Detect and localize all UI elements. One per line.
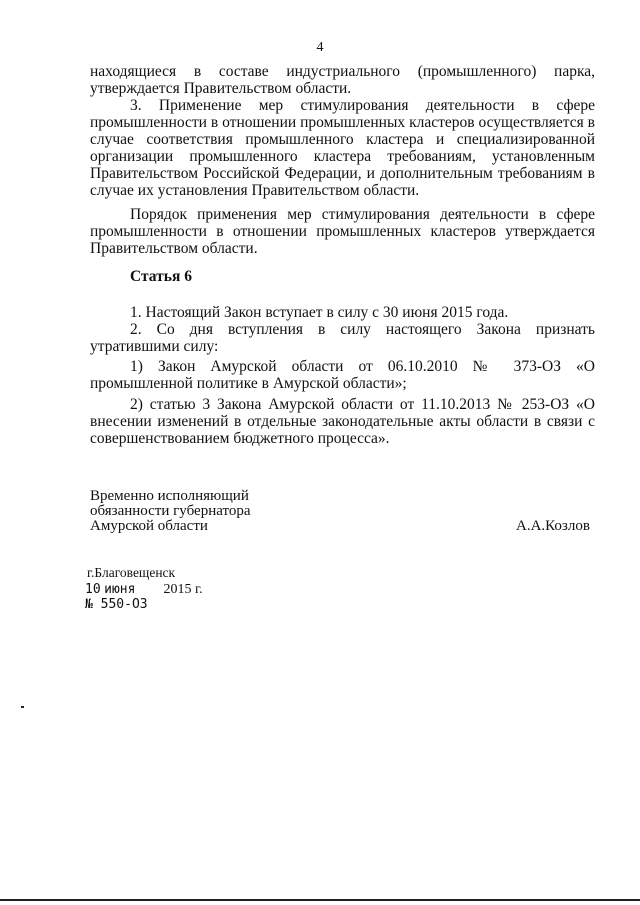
text-block-article-6 (90, 304, 595, 447)
paragraph-effective-date: 1. Настоящий Закон вступает в силу с 30 июня 2015 года. (130, 304, 509, 321)
paragraph-repeal-item-2: 2) статью 3 Закона Амурской области от 11.10.2013 № 253-ОЗ «О внесении изменений в отдельные законодательные акты области в связи с совершенствованием бюджетного процесса». (90, 396, 595, 447)
page-number: 4 (316, 40, 324, 55)
signer-name: А.А.Козлов (516, 518, 590, 534)
scan-speck (21, 706, 24, 708)
footer-date (85, 582, 203, 598)
signature-title-line-2: обязанности губернатора (90, 503, 251, 519)
paragraph-park-clause: находящиеся в составе индустриального (промышленного) парка, утверждается Правительством области. (90, 63, 595, 97)
bottom-edge-line (0, 899, 640, 901)
paragraph-repeal-item-1: 1) Закон Амурской области от 06.10.2010 № 373-ОЗ «О промышленной политике в Амурской области»; (90, 358, 595, 392)
footer-day: 10 (85, 582, 101, 597)
article-heading: Статья 6 (130, 268, 192, 285)
footer-month: июня (104, 582, 136, 597)
footer-number (85, 597, 148, 613)
paragraph-repeal: 2. Со дня вступления в силу настоящего Закона признать утратившими силу: (90, 321, 595, 355)
paragraph-procedure: Порядок применения мер стимулирования деятельности в сфере промышленности в отношении промышленных кластеров утверждается Правительством области. (90, 206, 595, 257)
paragraph-cluster-measures: 3. Применение мер стимулирования деятельности в сфере промышленности в отношении промышленных кластеров осуществляется в случае соответствия промышленного кластера и специализированной организации промышленного кластера требованиям, установленным Правительством Российской Федерации, и дополнительным требованиям в случае их установления Правительством области. (90, 97, 595, 199)
signature-block (90, 489, 251, 534)
footer-place: г.Благовещенск (87, 565, 176, 580)
signature-title-line-1: Временно исполняющий (90, 488, 249, 504)
footer-year: 2015 г. (163, 582, 203, 597)
text-block-continuation (90, 63, 595, 257)
law-number: № 550-ОЗ (85, 597, 148, 612)
signature-title-line-3: Амурской области (90, 518, 208, 534)
